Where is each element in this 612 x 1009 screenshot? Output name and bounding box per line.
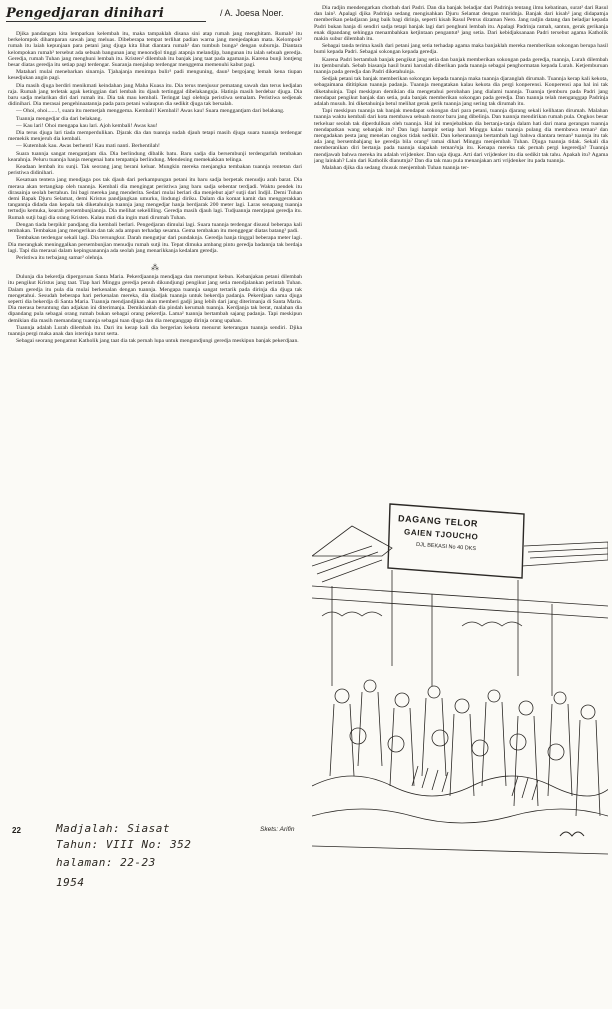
paragraph: Sebagai tanda terima kasih dari petani jang setia terhadap agama maka banjaklah mereka memberikan sokongan berupa hasil bumi kepada Padri. Sebagai sokongan kepada geredja.	[314, 43, 608, 56]
shop-sign-address: DJL BEKASI No 40 DKS	[415, 541, 477, 553]
paragraph: Tapi meskipun tuannja tak banjak mendapat sokongan dari para petani, tuannja djarang sekali kelihatan dirumah. Malahan tuannja waktu kembali dari kota membawa sebuah motor baru jang dibelinja. Dan tuannja mendirikan rumah pula. Ongkos besar terkeluar seolah tak diperdulikan oleh tuannja. Hal ini menjebabkan dia bertanja-tanja dalam hati dari mana gerangan tuannja mendapatkan wang sebanjak itu? Dan lagi hampir setiap hari Minggu kalau tuannja pulang dia membawa teman² dan mengadakan pesta jang menelan ongkos tidak sedikit. Dan keheranannja bertambah lagi bahwa diantara teman² tuannja itu tak ada jang bersembahjang ke geredja bila orang² ramai dihari Minggu menjembah Tuhan. Djuga tuannja tidak. Sekali dia memberanikan diri bertanja pada tuannja siapakah teman²nja itu. Kenapa mereka tak pernah pergi kegeredja? Tuannja mendjawab bahwa mereka itu adalah vrijdenker. Dan saja djuga. Arti dari vrijdenker itu dia sedikit tak tahu. Apakah itu? Agama jang lainkah? Lain dari Katholik dianutnja? Dan dia tak mau pula menanjakan arti vrijdenker itu pada tuannja.	[314, 108, 608, 164]
article-header	[6, 6, 306, 22]
paragraph: Keadaan lembah itu sunji. Tak seorang jang berani keluar. Mungkin mereka menjangka tembakan tuannja rentetan dari peristiwa didinihari.	[8, 164, 302, 177]
handwritten-line: halaman: 22-23	[56, 856, 156, 869]
shop-sign-subtitle: GAIEN TJOUCHO	[403, 527, 479, 542]
paragraph: Dengan tiada berpikir pandjang dia kembali berlari. Pengedjaran dimulai lagi. Suara tuannja terdengar disusul beberapa kali tembakan. Tembakan jang mengerikan dan tak ada ampun terhadap sesama. Gema tembakan itu menggegar diatas batang² padi.	[8, 221, 302, 235]
paragraph: — Ohoi, ohoi.......!, suara itu memetjah menggema. Kembali! Kembali! Awas kau! Suara menggantjam dari belakang.	[16, 108, 285, 115]
paragraph: Tembakan terdengar sekali lagi. Dia tersungkur. Darah mengutjur dari pundaknja. Geredja hanja tinggal beberapa meter lagi. Dia merangkak meninggalkan persembunjian menudju rumah sutji itu. Tepat dimuka ambang pintu geredja badannja tak berdaja lagi. Tapi dia merasai dalam kepingsanannja ada seolah jang menarikkanja kedalam geredja.	[8, 235, 302, 254]
paragraph: Malahan djika dia sedang chusuk menjembah Tuhan tuannja ter-	[322, 165, 469, 172]
right-text-column	[314, 5, 608, 390]
paragraph: Dia terus djuga lari tiada memperdulikan. Djarak dia dan tuannja sudah djauh tetapi masih djuga suara tuannja terdengar memekik menjeruh dia kembali.	[8, 130, 302, 143]
paragraph: — Kutembak kau. Awas berhenti! Kau mati nanti. Berhentilah!	[16, 143, 160, 150]
section-divider: ⁂	[151, 263, 159, 273]
paragraph: Dulunja dia bekerdja dipergoruan Santa Maria. Pekerdjaannja mendjaga dan merumput kebun. Kebanjakan petani dilembah itu pengikut Kristus jang taat. Tiap hari Minggu geredja penuh dikundjungi pengikut jang setia mendjalankan perintah Tuhan. Dalam geredja itu pula dia mulai berkenalan dengan tuannja. Mengapa tuannja sangat tertarik pada dirinja dia djuga tak mengetahui. Sesudah beberapa hari perkenalan mereka, dia diadjak tuannja untuk bekerdja padanja. Pekerdjaan sama djuga seperti dia bekerdja di Santa Maria. Tuannja mendjandjikan akan memberi gadji jang lebih dari jang diterimanja di Santa Maria. Dia merasa beruntung dan adjakan ini diterimanja. Demikianlah dia pindah kerumah tuannja. Kerdjanja tak berat, malahan dia dipandang pula sebagai orang rumah bukan sebagai orang pekerdja. Lama² tuannja bertambah sajang padanja. Tapi meskipun demikian dia masih memandang tuannja sebagai tuan djuga dan dia menganggap dirinja orang upahan.	[8, 274, 302, 324]
paragraph: Tuannja mengedjar dia dari belakang.	[16, 115, 102, 122]
market-sketch-drawing	[312, 486, 608, 870]
paragraph: Tuannja adalah Lurah dilembah itu. Dari itu kerap kali dia bergerian kekota menurut keterangan tuannja sendiri. Djika tuannja pergi maka anak dan isterinja turut serta.	[8, 324, 302, 337]
paragraph: Dia radjin mendengarkan chotbah dari Padri. Dan dia banjak beladjar dari Padrinja tentang ilmu kebatinan, surat² dari Rasul dan lain². Apalagi djika Padrinja sedang mengisahkan Djuru Selamat dengan muridnja. Banjak dari kisah² jang didapatnja memberikan peladjaran jang baik bagi dirinja, seperti kisah Rasul Petrus dizaman Nero. Jang radjin datang dan beladjar kepada Padri bukan hanja di sendiri sadja tetapi banjak lagi dari penghuni lembah itu. Apalagi Padrinja ramah, santun, gerak gerikanja enak dipandang sehingga menambahkan ketjintaan pengantut² jang setia. Dari kebidjaksanaan Padri tersebut agama Katholik makin subur dilembah itu.	[314, 5, 608, 43]
paragraph: Karena Padri bertambah banjak pengikut jang setia dan banjak memberikan sokongan pada geredja, tuannja, Lurah dilembah itu tjemburulah. Sebab biasanja hasil bumi haruslah diberikan pada tuannja sebagai penghormatan kepada Lurah. Ketjemburuan tuannja pada geredja dan Padri diketahuinja.	[314, 56, 608, 76]
paragraph: Kesatuan tentera jang mendjaga pos tak djauh dari perkampungan petani itu baru sadja berpetak menudju arah barat. Dia merasa akan tertangkap oleh tuannja. Kembali dia mengingat peristiwa jang baru sadja sebentar terdjadi. Waktu pendek itu dirasainja seolah bertahun. Ini bagi mereka jang menderita. Sedari mulai berlari dia menjebut ajat² sutji dari Indjil. Demi Tuhan demi Bapak Djuru Selamat, demi Kristus pandjangkan umurku, lindungi diriku. Dalam dia komat kamit dan menggerakkan tangannja didada dan kepala tak diketahuinja tuannja jang mengedjar hanja berdjarak 200 meter lagi. Laras senapang tuannja tertudju kemuka, kearah persembunjiannja. Dia melihat sekelilling. Geredja masih djauh lagi. Tudjuannja mentjapai geredja itu. Rumah sutji bagi dia orang Kristen. Kalau mati dia ingin mati dirumah Tuhan.	[8, 177, 302, 221]
paragraph: Suara tuannja sangat mengantjam dia. Dia berlindung dibalik batu. Baru sadja dia bersembunji terdengarlah tembakan kearahnja. Peluru tuannja hanja mengenai batu tempatnja berlindung. Mendesing memekakkan telinga.	[8, 150, 302, 163]
article-title: Pengedjaran dinihari	[6, 6, 165, 21]
handwritten-line: Madjalah: Siasat	[56, 822, 170, 835]
sketch-credit: Skets: Arifin	[260, 826, 295, 833]
paragraph: Matahari mulai menebarkan sinarnja. Tjahajanja menimpa bulir² padi menguning, daun² bergojang lemah kena tiupan kesedjukan angin pagi.	[8, 69, 302, 82]
shop-sign-title: DAGANG TELOR	[397, 513, 479, 529]
title-underline	[6, 21, 206, 22]
market-sketch-illustration	[312, 486, 608, 870]
paragraph: Sebagai seorang pengamut Katholik jang taat dia tak pernah lupa untuk mengundjungi geredja meskipun banjak pekerdjaan.	[16, 338, 299, 345]
page-number: 22	[12, 826, 21, 835]
handwritten-line: Tahun: VIII No: 352	[56, 838, 192, 851]
handwritten-line: 1954	[56, 876, 85, 889]
left-text-column	[8, 31, 302, 812]
paragraph: — Kau lari! Ohoi mengapa kau lari. Ajoh kembali! Awas kau!	[16, 122, 158, 129]
paragraph: Peristiwa itu terbajang samar² olehnja.	[16, 254, 104, 261]
paragraph: Djika pandangan kita lemparkan kelembah itu, maka tampaklah disana sini atap rumah jang menghitam. Rumah² itu berkelompok dihamparan sawah jang meluas. Dibeberapa tempat terlihat padian warna jang menjedapkan mata. Kelompok² rumah itu laiah kepunjaan para petani jang djuga kita lihat diantara rumah² dan tumbuh bunga² dengan suburnja. Diantara kelompokan rumah² tersebut ada sebuah bangunan jang menondjol tinggi atapnja melandjip, bangunan itu ialah sebuah geredja. Geredja, rumah Tuhan jang menghuni lembah itu. Kristen² dilembah itu banjak jang taat pada agamanja. Karena bunji lontjeng besar diatas geredja itu setiap pagi terdengar. Suaranja menjalup terdengar menggema memenuhi kabut pagi.	[8, 31, 302, 69]
paragraph: Dia masih djuga berdiri menikmati keindahan jang Maha Kuasa itu. Dia terus menjusur pematang sawah dan terus kedjalan raja. Rumah jang terletak agak ketinggian dari lembah itu djauh tertinggal dibelakangnja. Hatinja masih berdebar djuga. Dia baru sadja melarikan diri dari rumah itu. Dia tak mau kembali. Teringat lagi olehnja peristiwa semalam. Peristiwa sedjenak didinihari. Dia merasai pengehinaatannja pada para petani walaupun dia sedikit djuga tak bersalah.	[8, 82, 302, 108]
article-author: / A. Joesa Noer.	[220, 8, 284, 18]
paragraph: Sedjak petani tak banjak memberikan sokongan kepada tuannja maka tuannja djaranglah dirumah. Tuannja kerap kali kekota, sebagaimana dititipkan tuannja padanja. Tuannja mengatakan kalau kekota dia pergi konperensi. Konperensi apa hal ini tak diketahuinja. Tapi meskipun demikian dia mengetahui perobahan jang dialami tuannja. Tuannja tjemburu pada Padri jang mendapat pengikut banjak dan setia, pula banjak memberikan sokongan pada geredja. Dan tuannja telah menganggap Padrinja adalah musuh. Ini diketahuinja betul melihat gerak gerik tuannja jang sering tak dirumah itu.	[314, 76, 608, 108]
